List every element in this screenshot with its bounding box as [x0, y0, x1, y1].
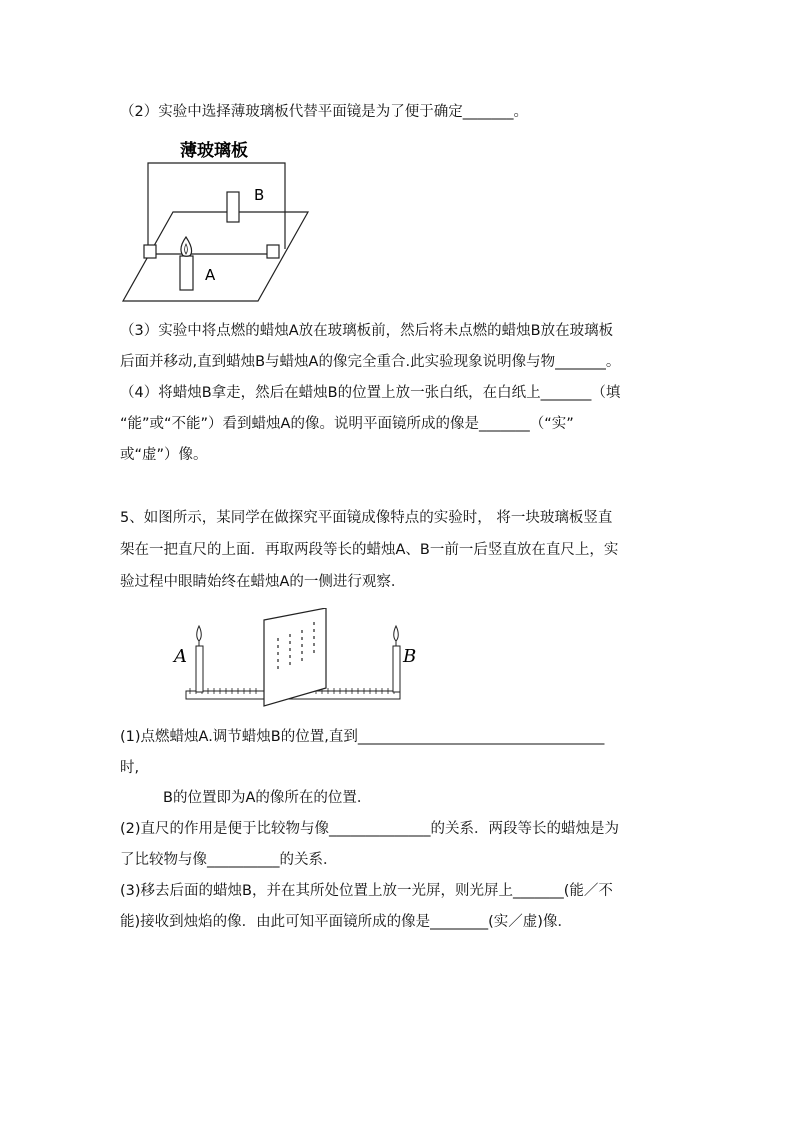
q4-part4-line1: （4）将蜡烛B拿走，然后在蜡烛B的位置上放一张白纸，在白纸上_______（填 [120, 385, 621, 401]
q5-part1-line2: 时, [120, 760, 140, 776]
candle-b [393, 646, 400, 692]
flame-a-icon [197, 626, 202, 641]
thin-glass-plate-figure [118, 136, 318, 306]
candle-a [196, 646, 203, 692]
q4-part4-line3: 或“虚”）像。 [120, 447, 208, 463]
support-block-right [267, 245, 279, 258]
q5-part1-line3: B的位置即为A的像所在的位置． [163, 790, 372, 806]
candle-b [227, 192, 239, 222]
support-block-left [144, 245, 156, 258]
q5-part1-line1: (1)点燃蜡烛A.调节蜡烛B的位置,直到__________________________________ [120, 729, 605, 745]
figure-title-label: 薄玻璃板 [180, 141, 248, 161]
glass-plate-outline [148, 163, 285, 249]
q5-part3-line2: 能)接收到烛焰的像．由此可知平面镜所成的像是________(实／虚)像． [120, 914, 572, 930]
flame-b-icon [394, 626, 399, 641]
candle-a-label: A [174, 646, 187, 667]
q4-part3-line1: （3）实验中将点燃的蜡烛A放在玻璃板前，然后将未点燃的蜡烛B放在玻璃板 [120, 323, 614, 339]
candle-a [180, 256, 193, 290]
ruler-glass-candles-figure [168, 608, 428, 708]
candle-b-label: B [403, 646, 417, 667]
q5-intro-line2: 架在一把直尺的上面．再取两段等长的蜡烛A、B一前一后竖直放在直尺上，实 [120, 542, 619, 558]
q4-part4-line2: “能”或“不能”）看到蜡烛A的像。说明平面镜所成的像是_______（“实” [120, 416, 574, 432]
q4-part2-text: （2）实验中选择薄玻璃板代替平面镜是为了便于确定_______。 [120, 104, 528, 120]
q5-intro-line1: 5、如图所示，某同学在做探究平面镜成像特点的实验时， 将一块玻璃板竖直 [120, 510, 613, 526]
glass-plate [264, 608, 326, 706]
q5-intro-line3: 验过程中眼睛始终在蜡烛A的一侧进行观察． [120, 574, 406, 590]
candle-b-label: B [254, 186, 265, 204]
q5-part2-line1: (2)直尺的作用是便于比较物与像______________的关系．两段等长的蜡烛是为 [120, 821, 620, 837]
candle-a-label: A [205, 266, 216, 284]
q4-part3-line2: 后面并移动,直到蜡烛B与蜡烛A的像完全重合.此实验现象说明像与物_______。 [120, 354, 621, 370]
q5-part2-line2: 了比较物与像__________的关系． [120, 852, 338, 868]
q5-part3-line1: (3)移去后面的蜡烛B，并在其所处位置上放一光屏，则光屏上_______(能／不 [120, 883, 613, 899]
